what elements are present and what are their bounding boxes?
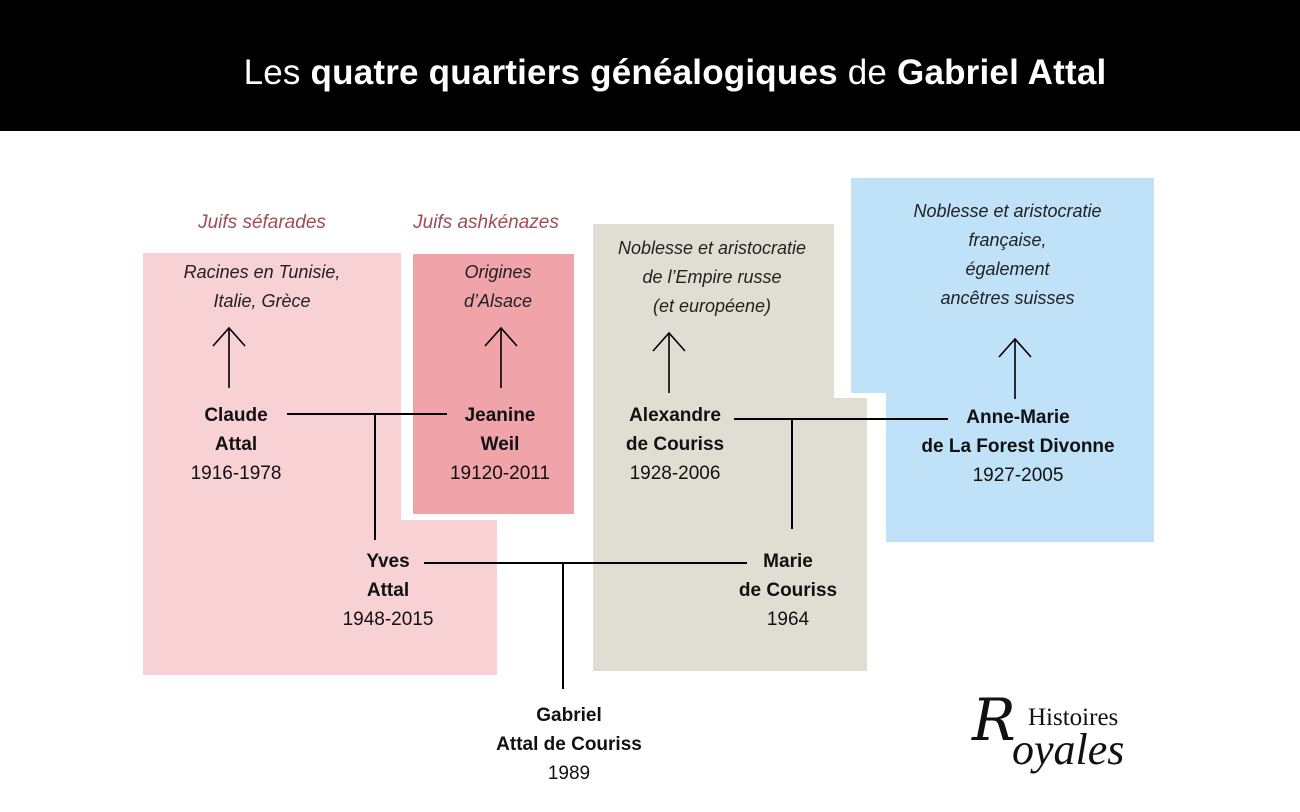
person-name: Attal: [214, 434, 258, 455]
category-sefarades: Juifs séfarades: [198, 212, 326, 233]
marriage-line-yves-marie: [424, 562, 747, 564]
person-name: de Couriss: [738, 580, 838, 601]
note-alsace: [428, 258, 568, 316]
person-gabriel-attal-de-couriss: [469, 701, 669, 788]
note-russe: [593, 234, 831, 321]
note-france: [875, 197, 1140, 313]
descent-line-marie: [791, 418, 793, 529]
person-name: Attal de Couriss: [496, 734, 642, 755]
person-years: 1928-2006: [629, 463, 721, 484]
note-tunisie: [160, 258, 364, 316]
person-marie-de-couriss: [708, 547, 868, 634]
note-line: française,: [968, 230, 1047, 250]
person-years: 1927-2005: [972, 465, 1064, 486]
person-years: 1916-1978: [190, 463, 282, 484]
note-line: Origines: [464, 262, 532, 282]
person-years: 1948-2015: [342, 609, 434, 630]
arrow-up-icon: [481, 326, 521, 388]
category-ashkenazes: Juifs ashkénazes: [413, 212, 559, 233]
note-line: Italie, Grèce: [213, 291, 311, 311]
person-name: Yves: [366, 551, 410, 572]
arrow-up-icon: [995, 337, 1035, 399]
note-line: Racines en Tunisie,: [183, 262, 341, 282]
title-bold-2: Gabriel Attal: [897, 53, 1107, 92]
arrow-up-icon: [649, 331, 689, 393]
note-line: également: [965, 259, 1050, 279]
person-name: de La Forest Divonne: [921, 436, 1115, 457]
title-bold-1: quatre quartiers généalogiques: [310, 53, 838, 92]
person-years: 1989: [547, 763, 591, 784]
descent-line-gabriel: [562, 562, 564, 689]
person-name: Claude: [204, 405, 268, 426]
note-line: Noblesse et aristocratie: [913, 201, 1102, 221]
person-name: Anne-Marie: [966, 407, 1070, 428]
note-line: (et européene): [652, 296, 772, 316]
descent-line-yves: [374, 413, 376, 540]
person-name: Marie: [763, 551, 813, 572]
person-name: Gabriel: [536, 705, 602, 726]
note-line: Noblesse et aristocratie: [617, 238, 807, 258]
logo-initial: R: [972, 686, 1016, 754]
person-anne-marie-de-la-forest-divonne: [898, 403, 1138, 490]
person-name: Jeanine: [464, 405, 536, 426]
person-name: de Couriss: [625, 434, 725, 455]
note-line: ancêtres suisses: [940, 288, 1075, 308]
arrow-up-icon: [209, 326, 249, 388]
person-claude-attal: [156, 401, 316, 488]
page-title: [0, 53, 1300, 93]
person-name: Attal: [366, 580, 410, 601]
person-years: 1964: [766, 609, 810, 630]
logo-line-1: Histoires: [1028, 704, 1119, 731]
histoires-royales-logo: [972, 686, 1172, 780]
person-years: 19120-2011: [449, 463, 551, 484]
title-banner: [0, 0, 1300, 131]
note-line: de l’Empire russe: [642, 267, 782, 287]
note-line: d’Alsace: [463, 291, 533, 311]
logo-line-2: oyales: [1012, 725, 1125, 774]
person-jeanine-weil: [420, 401, 580, 488]
person-alexandre-de-couriss: [595, 401, 755, 488]
title-middle: de: [847, 53, 888, 92]
person-name: Alexandre: [629, 405, 721, 426]
person-name: Weil: [480, 434, 520, 455]
person-yves-attal: [308, 547, 468, 634]
title-prefix: Les: [243, 53, 301, 92]
